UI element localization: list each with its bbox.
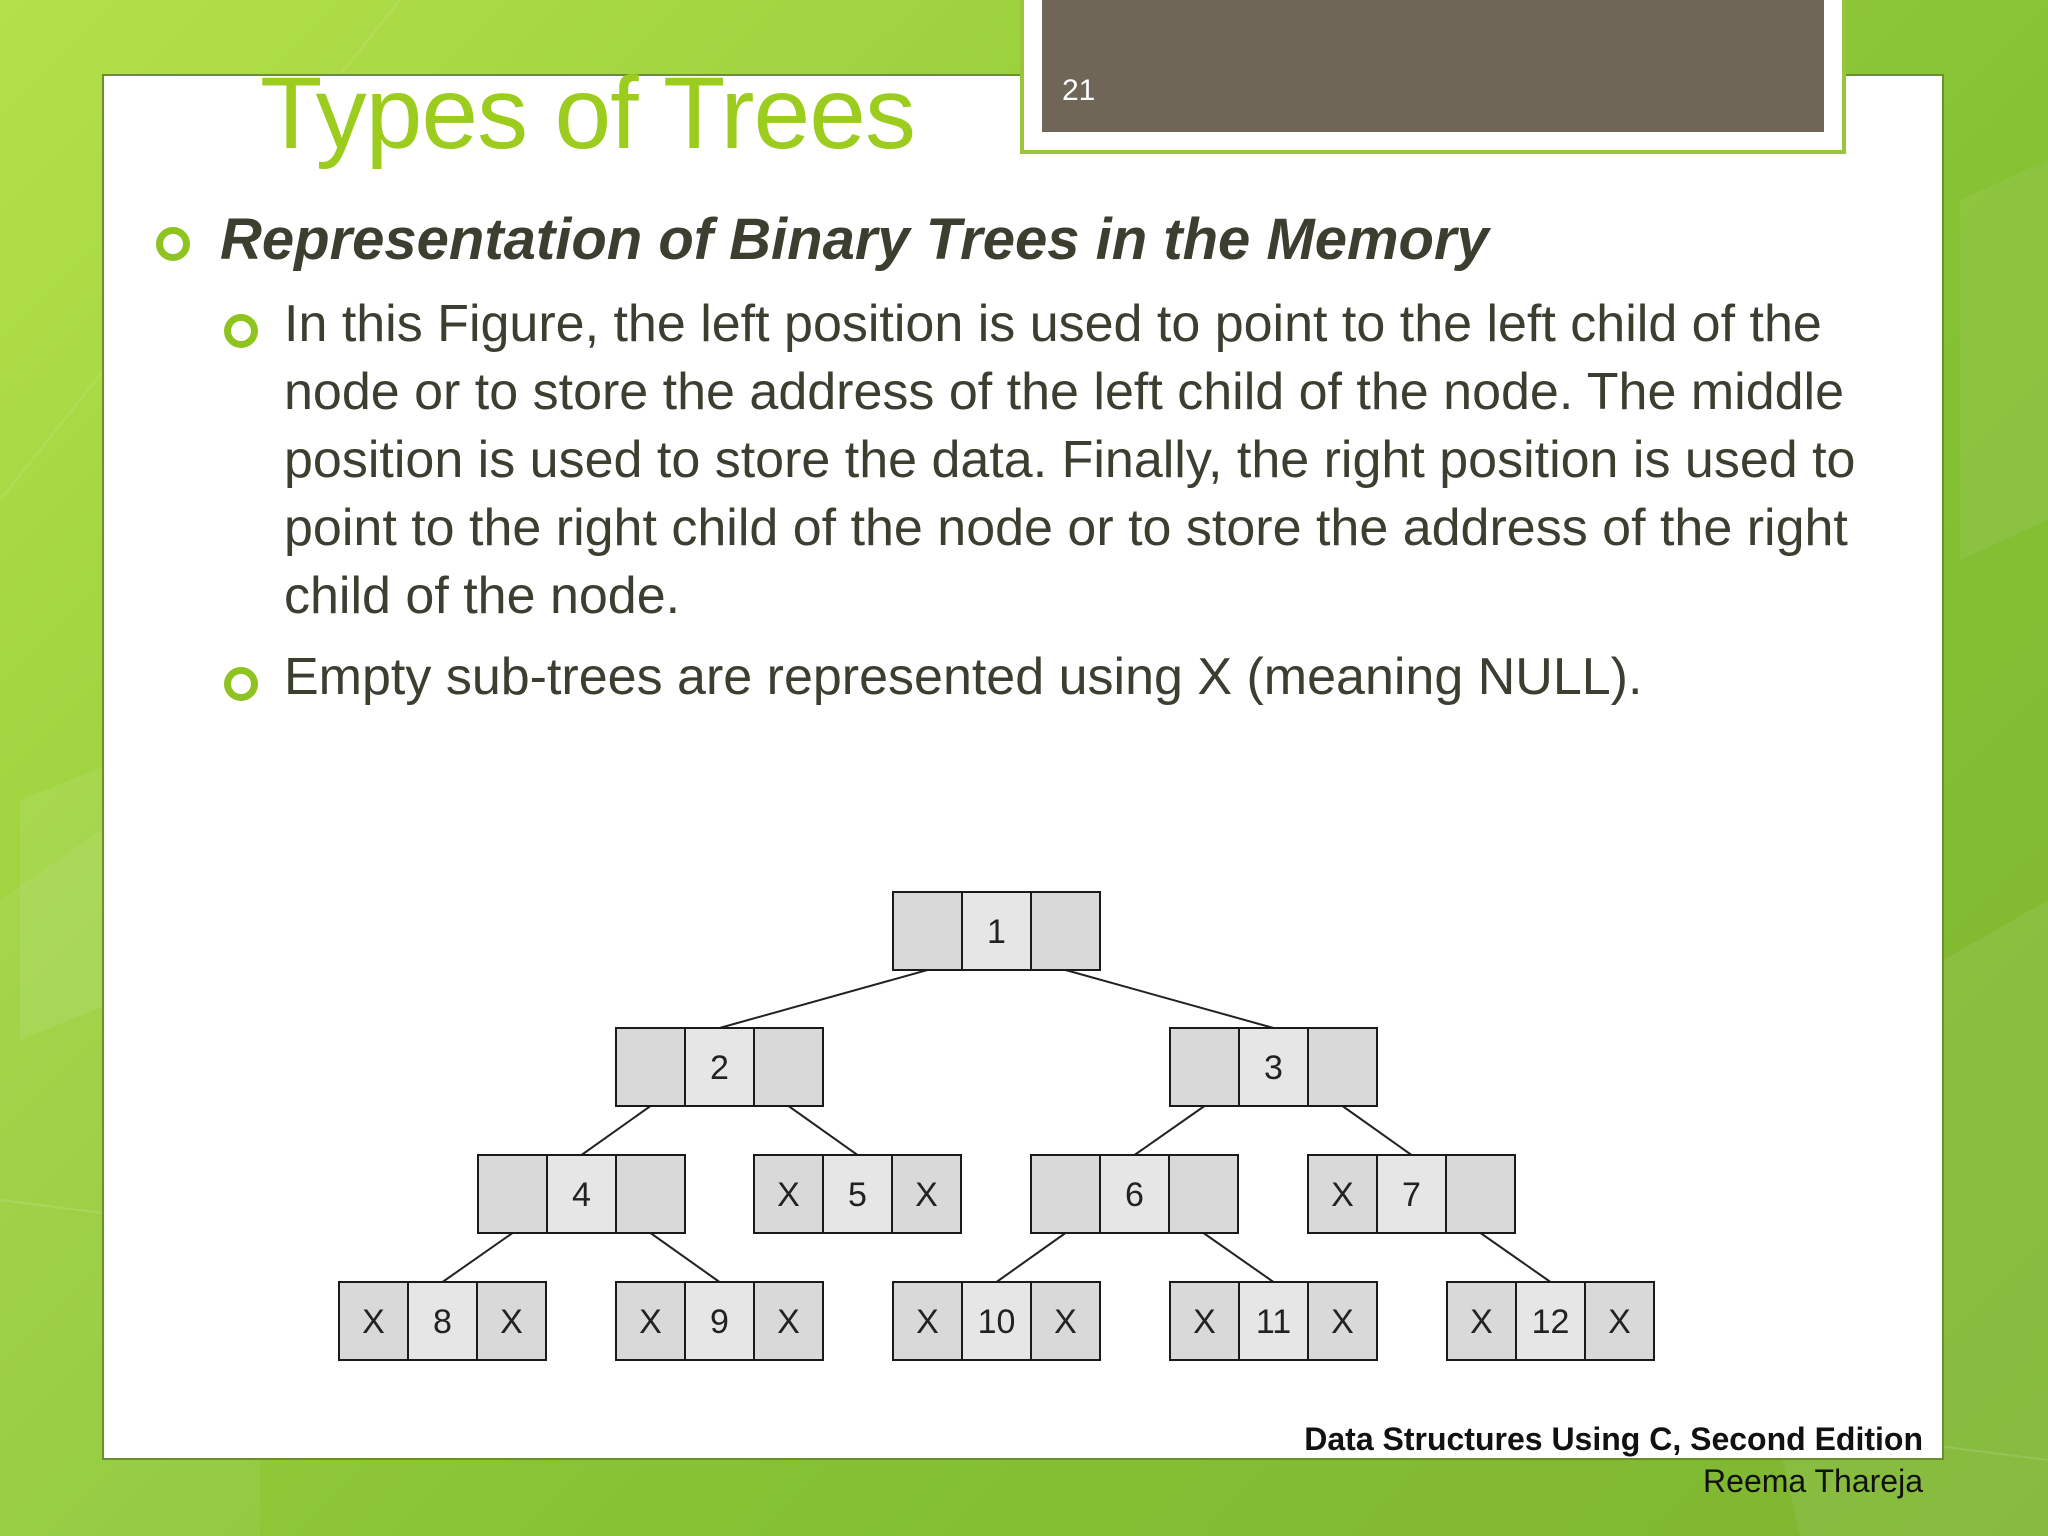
- null-pointer-label: X: [777, 1303, 800, 1341]
- node-right-cell: [754, 1028, 823, 1106]
- tree-edge-n4-n9: [651, 1233, 720, 1282]
- binary-tree-diagram: [0, 860, 2048, 1380]
- tree-node-10: [893, 1282, 1100, 1360]
- tree-edge-n7-n12: [1481, 1233, 1551, 1282]
- node-right-cell: [1308, 1028, 1377, 1106]
- node-value-label: 11: [1255, 1303, 1292, 1341]
- null-pointer-label: X: [639, 1303, 662, 1341]
- node-left-cell: [478, 1155, 547, 1233]
- node-left-cell: [1031, 1155, 1100, 1233]
- null-pointer-label: X: [500, 1303, 523, 1341]
- node-left-cell: [1170, 1028, 1239, 1106]
- null-pointer-label: X: [1193, 1303, 1216, 1341]
- node-right-cell: [1169, 1155, 1238, 1233]
- tree-edge-n6-n11: [1204, 1233, 1274, 1282]
- null-pointer-label: X: [1331, 1176, 1354, 1214]
- node-left-cell: [616, 1028, 685, 1106]
- tree-node-11: [1170, 1282, 1377, 1360]
- node-value-label: 7: [1402, 1176, 1421, 1214]
- tree-edge-n1-n2: [720, 970, 928, 1028]
- bullet-icon: [224, 667, 258, 701]
- heading-bullet: Representation of Binary Trees in the Memory: [220, 207, 1489, 272]
- null-pointer-label: X: [916, 1303, 939, 1341]
- tree-edge-n2-n4: [582, 1106, 651, 1155]
- null-pointer-label: X: [1608, 1303, 1631, 1341]
- tree-edge-n1-n3: [1066, 970, 1274, 1028]
- tree-edge-n3-n6: [1135, 1106, 1205, 1155]
- node-right-cell: [616, 1155, 685, 1233]
- bullet-icon: [224, 314, 258, 348]
- citation-author: Reema Thareja: [1703, 1463, 1923, 1499]
- body-bullet-1: In this Figure, the left position is used to point to the left child of the node or to store the address of the left child of the node. The middle position is used to store the data. Finally, the right position is used to point to the right child of the node or to store the address of the right child of the node.: [284, 295, 1856, 625]
- node-value-label: 2: [710, 1049, 729, 1087]
- tree-node-4: [478, 1155, 685, 1233]
- citation: [1304, 1418, 1923, 1502]
- null-pointer-label: X: [777, 1176, 800, 1214]
- slide-number: 21: [1062, 74, 1096, 107]
- node-value-label: 3: [1264, 1049, 1283, 1087]
- node-right-cell: [1446, 1155, 1515, 1233]
- slide-title: Types of Trees: [260, 56, 915, 170]
- node-right-cell: [1031, 892, 1100, 970]
- tree-nodes: [339, 892, 1654, 1360]
- slide-number-box: [1020, 0, 1846, 154]
- tree-edges: [443, 970, 1551, 1282]
- tree-node-7: [1308, 1155, 1515, 1233]
- body-bullet-2: Empty sub-trees are represented using X (meaning NULL).: [284, 648, 1643, 706]
- node-value-label: 8: [433, 1303, 452, 1341]
- tree-node-3: [1170, 1028, 1377, 1106]
- tree-node-2: [616, 1028, 823, 1106]
- node-value-label: 4: [572, 1176, 591, 1214]
- node-value-label: 9: [710, 1303, 729, 1341]
- null-pointer-label: X: [1054, 1303, 1077, 1341]
- tree-node-9: [616, 1282, 823, 1360]
- tree-edge-n6-n10: [997, 1233, 1066, 1282]
- tree-node-1: [893, 892, 1100, 970]
- tree-node-12: [1447, 1282, 1654, 1360]
- node-value-label: 1: [987, 913, 1006, 951]
- node-value-label: 10: [977, 1303, 1016, 1341]
- slide-number-box-fill: [1042, 0, 1824, 132]
- node-value-label: 5: [848, 1176, 867, 1214]
- bullet-icon: [156, 227, 190, 261]
- tree-node-8: [339, 1282, 546, 1360]
- node-left-cell: [893, 892, 962, 970]
- node-value-label: 6: [1125, 1176, 1144, 1214]
- null-pointer-label: X: [1331, 1303, 1354, 1341]
- node-value-label: 12: [1531, 1303, 1570, 1341]
- null-pointer-label: X: [362, 1303, 385, 1341]
- citation-title: Data Structures Using C, Second Edition: [1304, 1421, 1923, 1457]
- null-pointer-label: X: [915, 1176, 938, 1214]
- tree-edge-n3-n7: [1343, 1106, 1412, 1155]
- tree-edge-n2-n5: [789, 1106, 858, 1155]
- tree-node-6: [1031, 1155, 1238, 1233]
- tree-edge-n4-n8: [443, 1233, 513, 1282]
- null-pointer-label: X: [1470, 1303, 1493, 1341]
- tree-node-5: [754, 1155, 961, 1233]
